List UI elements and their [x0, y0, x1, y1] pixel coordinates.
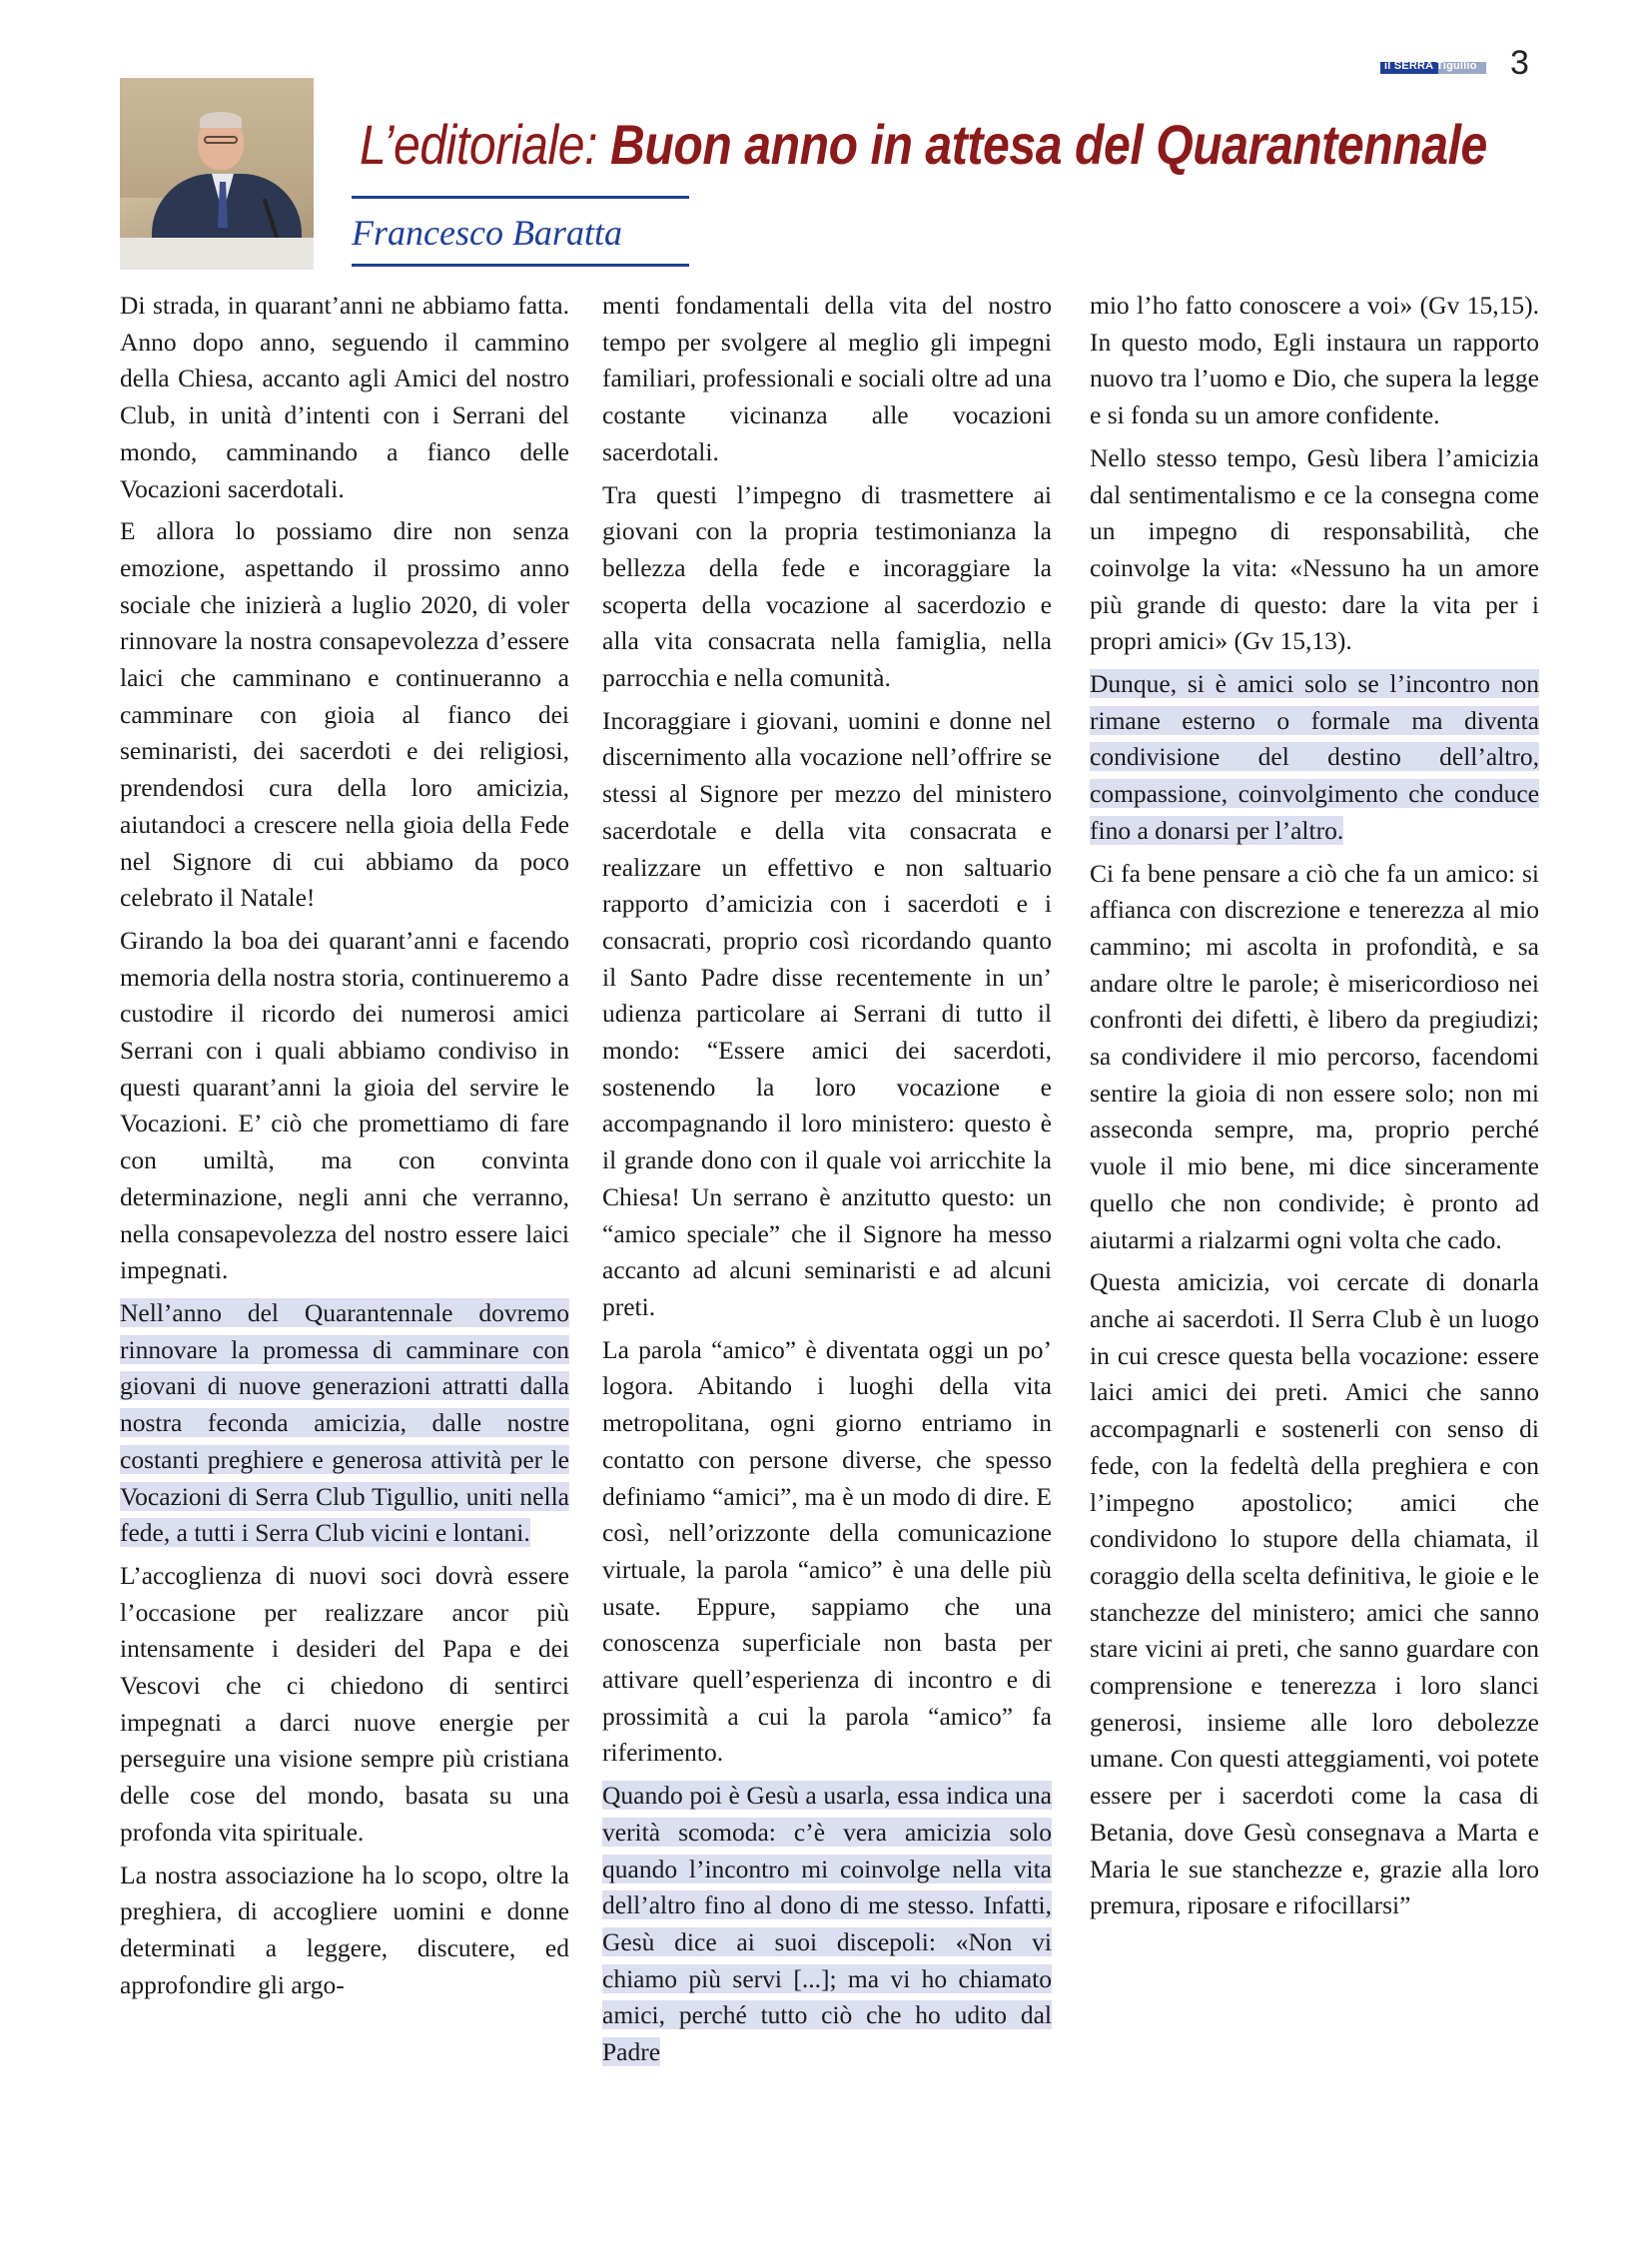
paragraph: Ci fa bene pensare a ciò che fa un amico: si affianca con discrezione e tenerezza al mio cammino; mi ascolta in profondità, e sa andare oltre le parole; è misericordioso nei confronti dei difetti, è libero da pregiudizi; sa condividere il mio percorso, facendomi sentire la gioia di non essere solo; non mi asseconda sempre, ma, proprio perché vuole il mio bene, mi dice sinceramente quello che non condivide; è pronto ad aiutarmi a rialzarmi ogni volta che cado. [1090, 858, 1539, 1254]
article-title [360, 112, 1487, 177]
text-column-1 [120, 288, 569, 2009]
paragraph: E allora lo possiamo dire non senza emozione, aspettando il prossimo anno sociale che inizierà a luglio 2020, di voler rinnovare la nostra consapevolezza d’essere laici che camminano e continueranno a camminare con gioia al fianco dei seminaristi, dei sacerdoti e dei religiosi, prendendosi cura della loro amicizia, aiutandoci a crescere nella gioia della Fede nel Signore di cui abbiamo da poco celebrato il Natale! [120, 516, 569, 913]
paragraph: Di strada, in quarant’anni ne abbiamo fatta. Anno dopo anno, seguendo il cammino della Chiesa, accanto agli Amici del nostro Club, in unità d’intenti con i Serrani del mondo, camminando a fianco delle Vocazioni sacerdotali. [120, 291, 569, 503]
paragraph: Tra questi l’impegno di trasmettere ai giovani con la propria testimonianza la bellezza della fede e incoraggiare la scoperta della vocazione al sacerdozio e alla vita consacrata nella famiglia, nella parrocchia e nella comunità. [602, 479, 1052, 693]
author-rule-top [352, 196, 689, 199]
logo-text: il SERRA Tigullio [1384, 60, 1477, 72]
paragraph: Dunque, si è amici solo se l’incontro non rimane esterno o formale ma diventa condivisione del destino dell’altro, compassione, coinvolgimento che conduce fino a donarsi per l’altro. [1090, 669, 1539, 845]
paragraph: Nello stesso tempo, Gesù libera l’amicizia dal sentimentalismo e ce la consegna come un impegno di responsabilità, che coinvolge la vita: «Nessuno ha un amore più grande di questo: dare la vita per i propri amici» (Gv 15,13). [1090, 442, 1539, 656]
paragraph: Nell’anno del Quarantennale dovremo rinnovare la promessa di camminare con giovani di nuove generazioni attratti dalla nostra feconda amicizia, dalle nostre costanti preghiere e generosa attività per le Vocazioni di Serra Club Tigullio, uniti nella fede, a tutti i Serra Club vicini e lontani. [120, 1297, 569, 1548]
text-column-3 [1090, 288, 1539, 1930]
paragraph: L’accoglienza di nuovi soci dovrà essere l’occasione per realizzare ancor più intensamente i desideri del Papa e dei Vescovi che ci chiedono di sentirci impegnati a darci nuove energie per perseguire una visione sempre più cristiana delle cose del mondo, basata su una profonda vita spirituale. [120, 1560, 569, 1847]
paragraph: menti fondamentali della vita del nostro tempo per svolgere al meglio gli impegni familiari, professionali e sociali oltre ad una costante vicinanza alle vocazioni sacerdotali. [602, 291, 1052, 466]
paragraph: mio l’ho fatto conoscere a voi» (Gv 15,15). In questo modo, Egli instaura un rapporto nuovo tra l’uomo e Dio, che supera la legge e si fonda su un amore confidente. [1090, 291, 1539, 430]
paragraph: La parola “amico” è diventata oggi un po’ logora. Abitando i luoghi della vita metropolitana, ogni giorno entriamo in contatto con persone diverse, che spesso definiamo “amici”, ma è un modo di dire. E così, nell’orizzonte della comunicazione virtuale, la parola “amico” è una delle più usate. Eppure, sappiamo che una conoscenza superficiale non basta per attivare quell’esperienza di incontro e di prossimità a cui la parola “amico” fa riferimento. [602, 1334, 1052, 1768]
paragraph: Quando poi è Gesù a usarla, essa indica una verità scomoda: c’è vera amicizia solo quando l’incontro mi coinvolge nella vita dell’altro fino al dono di me stesso. Infatti, Gesù dice ai suoi discepoli: «Non vi chiamo più servi [...]; ma vi ho chiamato amici, perché tutto ciò che ho udito dal Padre [602, 1781, 1052, 2067]
author-name: Francesco Baratta [352, 213, 622, 253]
page-number: 3 [1510, 44, 1529, 82]
paragraph: La nostra associazione ha lo scopo, oltre la preghiera, di accogliere uomini e donne determinati a leggere, discutere, ed approfondire gli argo- [120, 1860, 569, 1999]
text-column-2 [602, 288, 1052, 2077]
author-photo [120, 78, 314, 270]
paragraph: Questa amicizia, voi cercate di donarla anche ai sacerdoti. Il Serra Club è un luogo in cui cresce questa bella vocazione: essere laici amici dei preti. Amici che sanno accompagnarli e sostenerli con senso di fede, con la fedeltà della preghiera e con l’impegno apostolico; amici che condividono lo stupore della chiamata, il coraggio della scelta definitiva, le gioie e le stanchezze del ministero; amici che sanno stare vicini ai preti, che sanno guardare con comprensione e tenerezza i loro slanci generosi, insieme alle loro debolezze umane. Con questi atteggiamenti, voi potete essere per i sacerdoti come la casa di Betania, dove Gesù consegnava a Marta e Maria le sue stanchezze e, grazie alla loro premura, riposare e rifocillarsi” [1090, 1267, 1539, 1920]
title-prefix: L’editoriale: [360, 113, 598, 176]
magazine-logo [1380, 62, 1490, 74]
paragraph: Incoraggiare i giovani, uomini e donne nel discernimento alla vocazione nell’offrire se stessi al Signore per mezzo del ministero sacerdotale e della vita consacrata e realizzare un effettivo e non saltuario rapporto d’amicizia con i sacerdoti e i consacrati, proprio così ricordando quanto il Santo Padre disse recentemente in un’ udienza particolare ai Serrani di tutto il mondo: “Essere amici dei sacerdoti, sostenendo la loro vocazione e accompagnando il loro ministero: questo è il grande dono con il quale voi arricchite la Chiesa! Un serrano è anzitutto questo: un “amico speciale” che il Signore ha messo accanto ad alcuni seminaristi e ad alcuni preti. [602, 705, 1052, 1321]
author-rule-bottom [352, 264, 689, 267]
paragraph: Girando la boa dei quarant’anni e facendo memoria della nostra storia, continueremo a custodire il ricordo dei numerosi amici Serrani con i quali abbiamo condiviso in questi quarant’anni la gioia del servire le Vocazioni. E’ ciò che promettiamo di fare con umiltà, ma con convinta determinazione, negli anni che verranno, nella consapevolezza del nostro essere laici impegnati. [120, 925, 569, 1285]
title-main: Buon anno in attesa del Quarantennale [610, 113, 1487, 176]
